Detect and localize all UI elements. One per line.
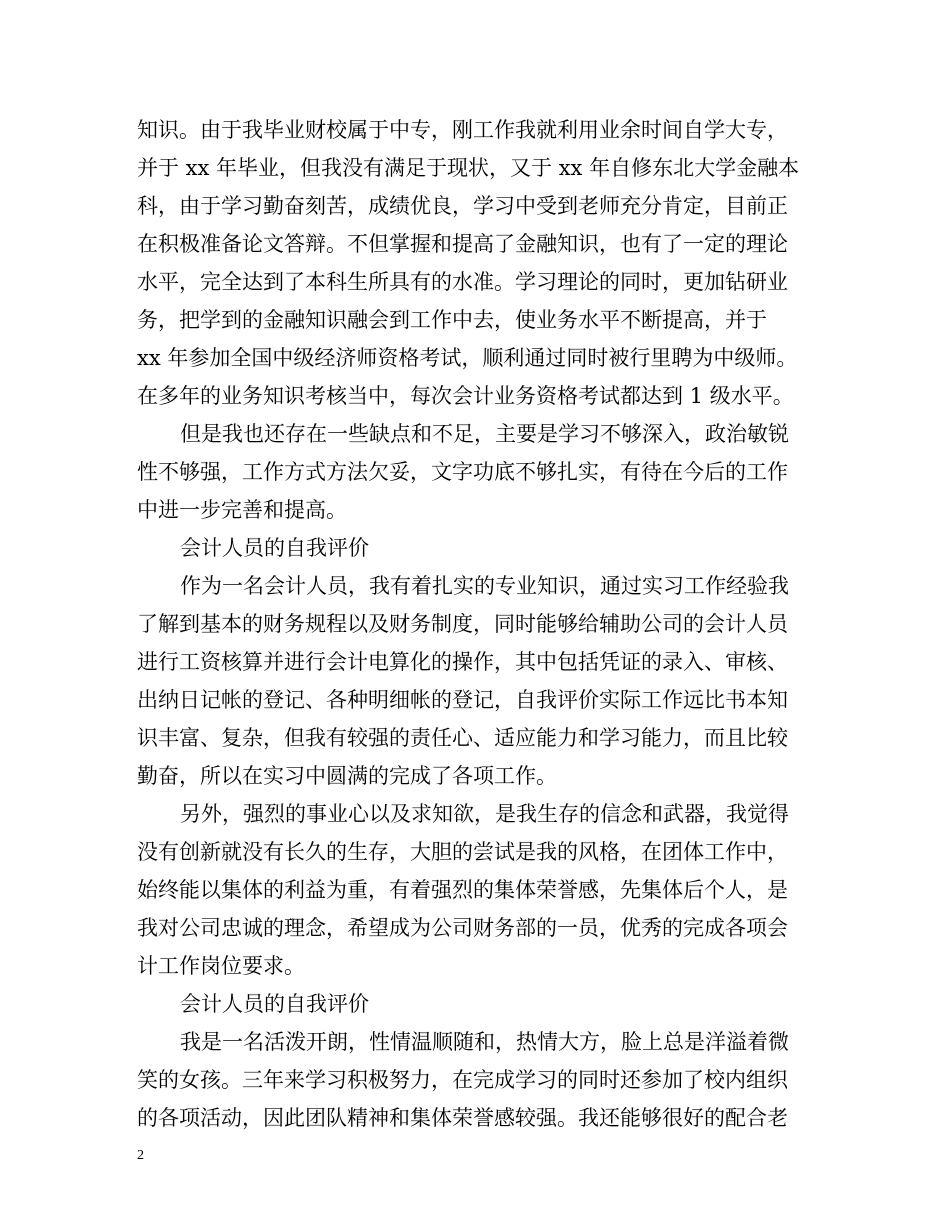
text-line: 始终能以集体的利益为重，有着强烈的集体荣誉感，先集体后个人，是 [137,878,788,902]
text-line: 科，由于学习勤奋刻苦，成绩优良，学习中受到老师充分肯定，目前正 [137,194,788,218]
paragraph-first-line: 但是我也还存在一些缺点和不足，主要是学习不够深入，政治敏锐 [180,422,789,446]
text-line: 在多年的业务知识考核当中，每次会计业务资格考试都达到 1 级水平。 [137,384,794,408]
paragraph-first-line: 我是一名活泼开朗，性情温顺随和，热情大方，脸上总是洋溢着微 [180,1030,789,1054]
text-line: 勤奋，所以在实习中圆满的完成了各项工作。 [137,764,557,788]
text-line: 水平，完全达到了本科生所具有的水准。学习理论的同时，更加钻研业 [137,270,788,294]
text-line: 没有创新就没有长久的生存，大胆的尝试是我的风格，在团体工作中， [137,840,788,864]
text-line: 了解到基本的财务规程以及财务制度，同时能够给辅助公司的会计人员 [137,612,788,636]
text-line: 出纳日记帐的登记、各种明细帐的登记，自我评价实际工作远比书本知 [137,688,788,712]
text-line: 中进一步完善和提高。 [137,498,347,522]
text-line: 知识。由于我毕业财校属于中专，刚工作我就利用业余时间自学大专， [137,118,788,142]
text-line: 务，把学到的金融知识融会到工作中去，使业务水平不断提高，并于 [137,308,767,332]
text-line: 我对公司忠诚的理念，希望成为公司财务部的一员，优秀的完成各项会 [137,916,788,940]
text-line: 进行工资核算并进行会计电算化的操作，其中包括凭证的录入、审核、 [137,650,788,674]
page-number: 2 [137,1148,144,1163]
section-heading: 会计人员的自我评价 [180,992,369,1016]
text-line: 并于 xx 年毕业，但我没有满足于现状，又于 xx 年自修东北大学金融本 [137,156,800,180]
section-heading: 会计人员的自我评价 [180,536,369,560]
text-line: xx 年参加全国中级经济师资格考试，顺利通过同时被行里聘为中级师。 [137,346,798,370]
text-line: 在积极准备论文答辩。不但掌握和提高了金融知识，也有了一定的理论 [137,232,788,256]
text-line: 性不够强，工作方式方法欠妥，文字功底不够扎实，有待在今后的工作 [137,460,788,484]
paragraph-first-line: 作为一名会计人员，我有着扎实的专业知识，通过实习工作经验我 [180,574,789,598]
text-line: 笑的女孩。三年来学习积极努力，在完成学习的同时还参加了校内组织 [137,1068,788,1092]
text-line: 识丰富、复杂，但我有较强的责任心、适应能力和学习能力，而且比较 [137,726,788,750]
text-line: 的各项活动，因此团队精神和集体荣誉感较强。我还能够很好的配合老 [137,1106,788,1130]
text-line: 计工作岗位要求。 [137,954,305,978]
paragraph-first-line: 另外，强烈的事业心以及求知欲，是我生存的信念和武器，我觉得 [180,802,789,826]
